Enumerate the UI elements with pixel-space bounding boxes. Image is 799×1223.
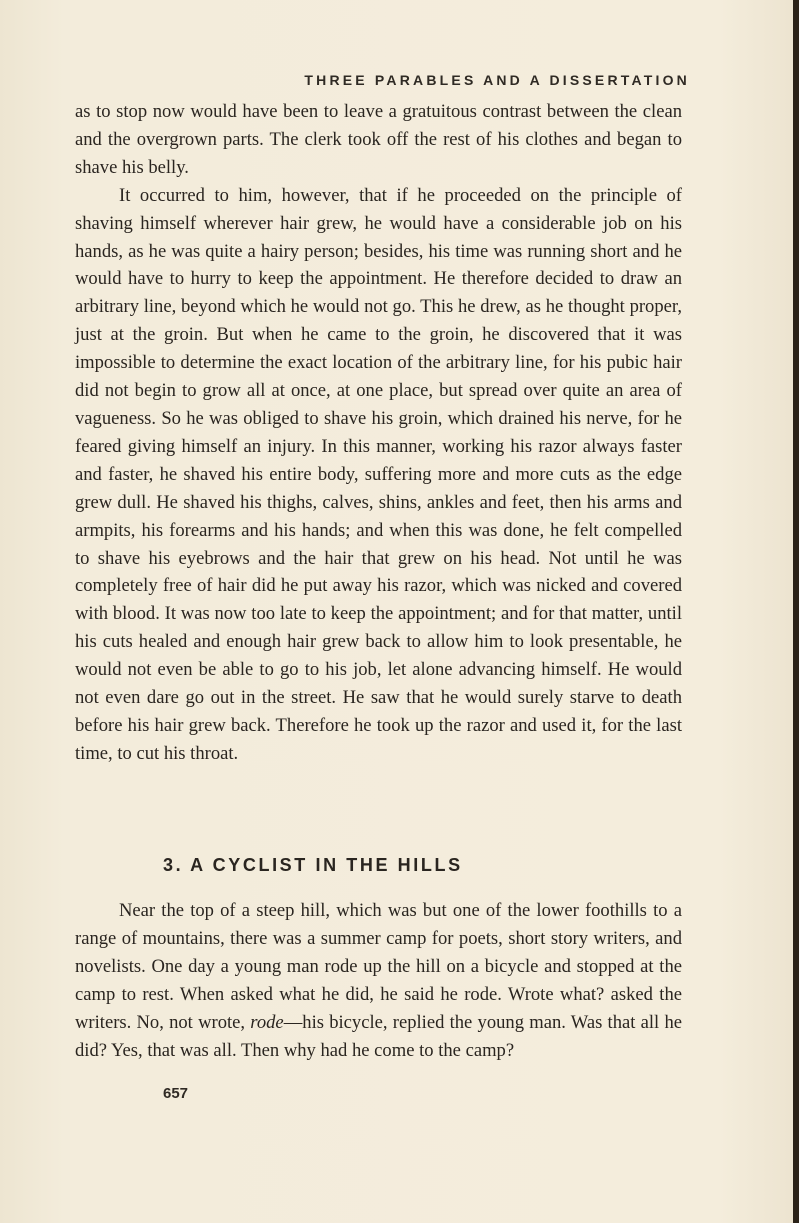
running-head: THREE PARABLES AND A DISSERTATION: [304, 72, 690, 88]
paragraph-text-start: Near the top of a steep hill, which was but one of the lower foothills to a range of mountains, there was a summer camp for poets, short story writers, and novelists. One day a young man rode up the hill on a bicycle and stopped at the camp to rest. When asked what he did, he said he rode. Wrote what? asked the writers. No, not wrote,: [75, 900, 682, 1033]
book-spine-edge: [793, 0, 799, 1223]
page-number: 657: [163, 1085, 189, 1102]
emphasized-word: rode: [250, 1011, 284, 1033]
section-heading: 3. A CYCLIST IN THE HILLS: [163, 855, 463, 875]
paragraph-text-end: —his bicycle, replied the young man. Was that all he did? Yes, that was all. Then why had he come to the camp?: [75, 1011, 682, 1061]
body-text-section: [75, 897, 682, 1064]
body-text-top: [75, 98, 682, 768]
paragraph: It occurred to him, however, that if he proceeded on the principle of shaving himself wherever hair grew, he would have a considerable job on his hands, as he was quite a hairy person; besides, his time was running short and he would have to hurry to keep the appointment. He therefore decided to draw an arbitrary line, beyond which he would not go. This he drew, as he thought proper, just at the groin. But when he came to the groin, he discovered that it was impossible to determine the exact location of the arbitrary line, for his pubic hair did not begin to grow all at once, at one place, but spread over quite an area of vagueness. So he was obliged to shave his groin, which drained his nerve, for he feared giving himself an injury. In this manner, working his razor always faster and faster, he shaved his entire body, suffering more and more cuts as the edge grew dull. He shaved his thighs, calves, shins, ankles and feet, then his arms and armpits, his forearms and his hands; and when this was done, he felt compelled to shave his eyebrows and the hair that grew on his head. Not until he was completely free of hair did he put away his razor, which was nicked and covered with blood. It was now too late to keep the appointment; and for that matter, until his cuts healed and enough hair grew back to allow him to look presentable, he would not even be able to go to his job, let alone advancing himself. He would not even dare go out in the street. He saw that he would surely starve to death before his hair grew back. Therefore he took up the razor and used it, for the last time, to cut his throat.: [75, 184, 682, 764]
paragraph-continued: as to stop now would have been to leave a gratuitous contrast between the clean and the overgrown parts. The clerk took off the rest of his clothes and began to shave his belly.: [75, 101, 682, 178]
paragraph: [75, 897, 682, 1064]
